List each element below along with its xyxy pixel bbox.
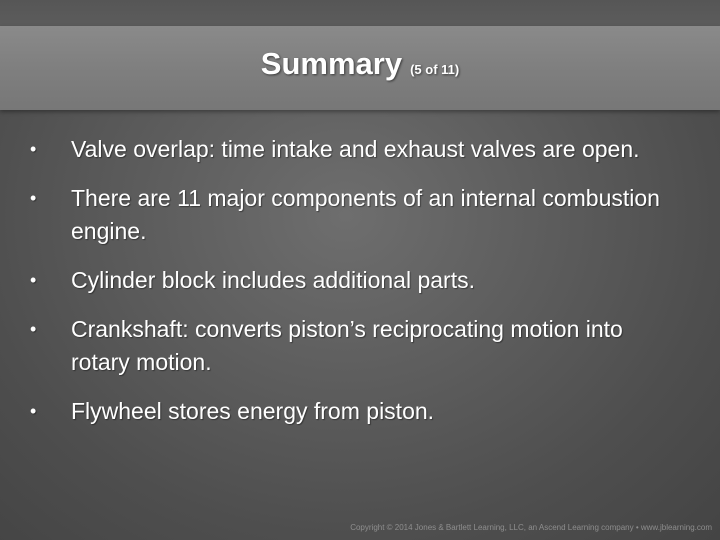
title-page-indicator: (5 of 11) [410,62,460,77]
bullet-text: Valve overlap: time intake and exhaust valves are open. [71,136,640,162]
bullet-text: Flywheel stores energy from piston. [71,398,435,424]
bullet-icon: • [30,270,37,290]
top-edge [0,0,720,26]
bullet-text: There are 11 major components of an internal combustion engine. [71,185,660,244]
bullet-item [30,182,670,248]
bullet-item [30,133,670,166]
bullet-item [30,395,670,428]
slide-title [0,46,720,82]
bullet-icon: • [30,139,37,159]
bullet-item [30,313,670,379]
bullet-text: Crankshaft: converts piston’s reciprocating motion into rotary motion. [71,316,623,375]
title-text: Summary [260,46,403,81]
bullet-icon: • [30,401,37,421]
bullet-item [30,264,670,297]
bullet-icon: • [30,319,37,339]
bullet-text: Cylinder block includes additional parts. [71,267,475,293]
bullet-list [30,133,670,444]
bullet-icon: • [30,188,37,208]
copyright-notice: Copyright © 2014 Jones & Bartlett Learning, LLC, an Ascend Learning company • www.jblearning.com [350,523,712,532]
